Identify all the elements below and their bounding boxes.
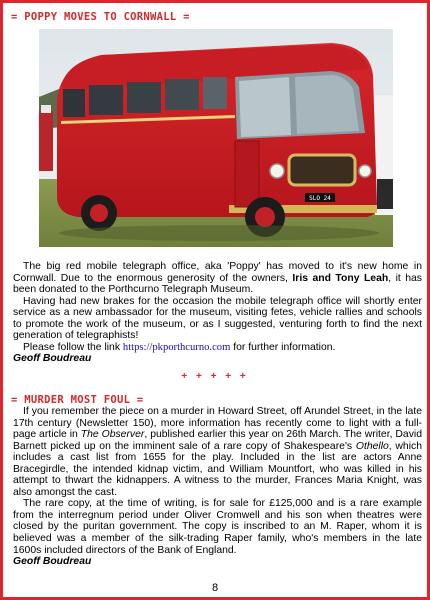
article-title-poppy: = POPPY MOVES TO CORNWALL = [11, 11, 190, 23]
author-signature: Geoff Boudreau [13, 556, 92, 568]
paragraph: Having had new brakes for the occasion the mobile telegraph office will shortly enter service as a new ambassador for the museum, visiting fetes, vehicle rallies and schools to promote the work of the museum, or as I suggested, venturing forth to find the next generation of telegraphists! [13, 295, 422, 342]
paragraph: The big red mobile telegraph office, aka 'Poppy' has moved to it's new home in Cornwall. Due to the enormous generosity of the owners, Iris and Tony Leah, it has been donated to the Porthcurno Telegraph Museum. [13, 261, 422, 296]
article-body-murder [13, 406, 422, 568]
paragraph: If you remember the piece on a murder in Howard Street, off Arundel Street, in the late 17th century (Newsletter 150), more information has recently come to light with a full-page article in The Observer, published earlier this year on 26th March. The writer, David Barnett picked up on the imminent sale of a rare copy of Shakespeare's Othello, which includes a cast list from 1655 for the play. Included in the list are actors Anne Bracegirdle, the intended kidnap victim, and William Mountfort, who was killed in his attempt to thwart the kidnappers. A witness to the murder, Frances Maria Knight, was also amongst the cast. [13, 406, 422, 498]
number-plate: SLO 24 [309, 195, 331, 202]
paragraph: The rare copy, at the time of writing, is for sale for £125,000 and is a rare example from the interregnum period under Oliver Cromwell and his son when theatres were closed by the puritan government. The copy is inscribed to an M. Raper, whom it is believed was a member of the silk-trading Raper family, who's members in the late 1600s included directors of the Bank of England. [13, 498, 422, 556]
section-separator: + + + + + [181, 371, 249, 382]
red-bus-image [39, 29, 393, 247]
owners-names: Iris and Tony Leah [292, 272, 389, 284]
paragraph: Please follow the link https://pkporthcurno.com for further information. [23, 341, 336, 353]
bus-photo [39, 29, 393, 247]
museum-link[interactable]: https://pkporthcurno.com [122, 341, 231, 353]
page-number: 8 [211, 582, 219, 594]
author-signature: Geoff Boudreau [13, 353, 92, 365]
article-body-poppy [13, 261, 422, 365]
article-title-murder: = MURDER MOST FOUL = [11, 394, 144, 406]
